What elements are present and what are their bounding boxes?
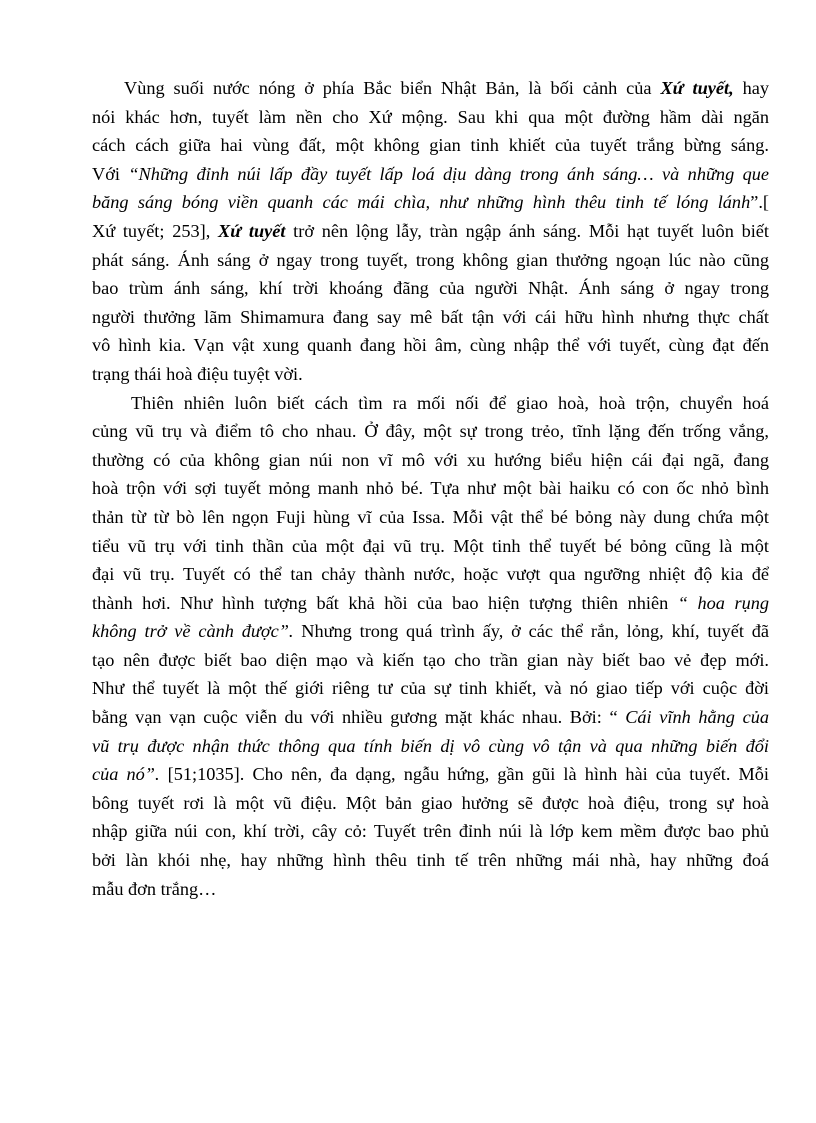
text-line: phát sáng. Ánh sáng ở ngay trong tuyết, trong không gian thưởng ngoạn lúc nào cũng — [92, 249, 769, 270]
text-line: của nó”. [51;1035]. Cho nên, đa dạng, ngẫu hứng, gần gũi là hình hài của tuyết. Mỗi — [92, 764, 770, 785]
text-line: bao trùm ánh sáng, khí trời khoáng đãng của người Nhật. Ánh sáng ở ngay trong — [92, 278, 769, 299]
text-line: bằng vạn vạn cuộc viễn du với nhiều gương mặt khác nhau. Bởi: “ Cái vĩnh hằng của — [92, 707, 769, 728]
text-line: thường có của không gian núi non vĩ mô với xu hướng biểu hiện cái đại ngã, đang — [92, 449, 769, 470]
paragraph-1 — [92, 74, 769, 389]
text-line: tiểu vũ trụ với tinh thần của một đại vũ trụ. Một tinh thể tuyết bé bỏng cũng là một — [92, 535, 769, 556]
text-line: Thiên nhiên luôn biết cách tìm ra mối nối để giao hoà, hoà trộn, chuyển hoá — [131, 392, 769, 413]
text-line: người thưởng lãm Shimamura đang say mê bất tận với cái hữu hình nhưng thực chất — [92, 306, 769, 327]
text-line: vô hình kia. Vạn vật xung quanh đang hồi âm, cùng nhập thể với tuyết, cùng đạt đến — [92, 335, 769, 356]
text-line: băng sáng bóng viền quanh các mái chìa, như những hình thêu tinh tế lóng lánh”.[ — [92, 192, 769, 213]
text-line: thản từ từ bò lên ngọn Fuji hùng vĩ của Issa. Mỗi vật thể bé bỏng này dung chứa một — [92, 506, 769, 527]
text-line: mẫu đơn trắng… — [92, 878, 217, 899]
document-body — [92, 74, 769, 903]
text-line: thành hơi. Như hình tượng bất khả hồi của bao hiện tượng thiên nhiên “ hoa rụng — [92, 592, 769, 613]
text-line: đại vũ trụ. Tuyết có thể tan chảy thành nước, hoặc vượt qua ngưỡng nhiệt độ kia để — [92, 564, 769, 585]
text-line: bởi làn khói nhẹ, hay những hình thêu tinh tế trên những mái nhà, hay những đoá — [92, 850, 769, 871]
text-line: vũ trụ được nhận thức thông qua tính biến dị vô cùng vô tận và qua những biến đổi — [92, 735, 769, 756]
text-line: nhập giữa núi con, khí trời, cây cỏ: Tuyết trên đỉnh núi là lớp kem mềm được bao phủ — [92, 821, 769, 842]
text-line: bông tuyết rơi là một vũ điệu. Một bản giao hưởng sẽ được hoà điệu, trong sự hoà — [92, 792, 769, 813]
paragraph-2 — [92, 389, 769, 904]
text-line: nói khác hơn, tuyết làm nền cho Xứ mộng. Sau khi qua một đường hầm dài ngăn — [92, 106, 769, 127]
text-line: Như thể tuyết là một thế giới riêng tư của sự tinh khiết, và nó giao tiếp với cuộc đời — [92, 678, 769, 699]
text-line: Xứ tuyết; 253], Xứ tuyết trở nên lộng lẫy, tràn ngập ánh sáng. Mỗi hạt tuyết luôn biết — [92, 220, 769, 241]
text-line: hoà trộn với sợi tuyết mỏng manh nhỏ bé. Tựa như một bài haiku có con ốc nhỏ bình — [92, 478, 769, 499]
text-line: không trở về cành được”. Nhưng trong quá trình ấy, ở các thể rắn, lỏng, khí, tuyết đã — [92, 621, 769, 642]
text-line: cách cách giữa hai vùng đất, một không gian tinh khiết của tuyết trắng bừng sáng. — [92, 135, 769, 156]
text-line: tạo nên được biết bao diện mạo và kiến tạo cho trần gian này biết bao vẻ đẹp mới. — [92, 649, 769, 670]
text-line: trạng thái hoà điệu tuyệt vời. — [92, 363, 303, 384]
text-line: Với “Những đỉnh núi lấp đầy tuyết lấp loá dịu dàng trong ánh sáng… và những que — [92, 163, 769, 184]
text-line: củng vũ trụ và điểm tô cho nhau. Ở đây, một sự trong trẻo, tĩnh lặng đến trống vắng, — [92, 421, 769, 442]
text-line: Vùng suối nước nóng ở phía Bắc biển Nhật Bản, là bối cảnh của Xứ tuyết, hay — [124, 78, 770, 98]
